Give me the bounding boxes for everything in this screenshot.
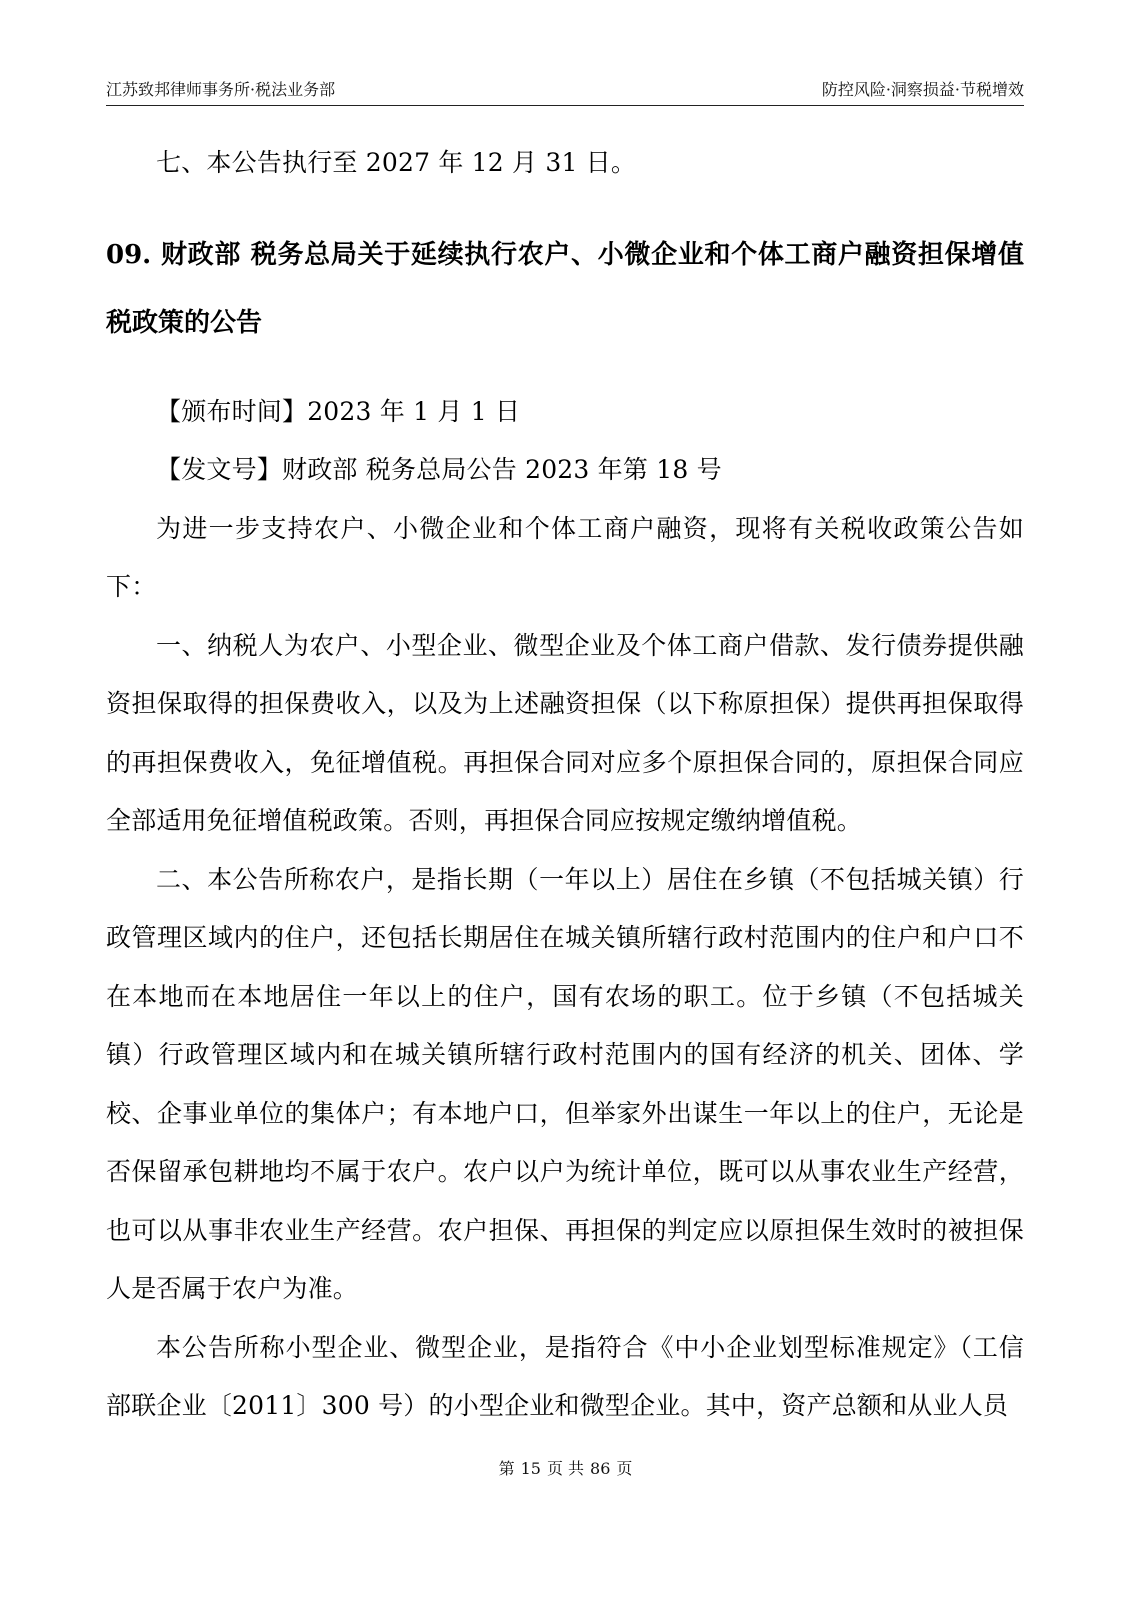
page-footer — [0, 1458, 1131, 1480]
header-divider — [106, 105, 1024, 106]
current-page-number: 15 — [520, 1459, 541, 1478]
section-heading: 09. 财政部 税务总局关于延续执行农户、小微企业和个体工商户融资担保增值税政策的公告 — [106, 239, 1024, 338]
header-slogan: 防控风险·洞察损益·节税增效 — [821, 80, 1024, 99]
header-firm-name: 江苏致邦律师事务所·税法业务部 — [106, 80, 336, 99]
total-pages-number: 86 — [590, 1459, 611, 1478]
paragraph-item-7: 七、本公告执行至 2027 年 12 月 31 日。 — [156, 148, 637, 177]
footer-suffix: 页 — [616, 1459, 633, 1478]
document-number: 【发文号】财政部 税务总局公告 2023 年第 18 号 — [156, 455, 722, 484]
paragraph-intro: 为进一步支持农户、小微企业和个体工商户融资，现将有关税收政策公告如下： — [106, 513, 1024, 601]
paragraph-item-1: 一、纳税人为农户、小型企业、微型企业及个体工商户借款、发行债券提供融资担保取得的担保费收入，以及为上述融资担保（以下称原担保）提供再担保取得的再担保费收入，免征增值税。再担保合同对应多个原担保合同的，原担保合同应全部适用免征增值税政策。否则，再担保合同应按规定缴纳增值税。 — [106, 630, 1024, 835]
paragraph-item-2-continued: 本公告所称小型企业、微型企业，是指符合《中小企业划型标准规定》（工信部联企业〔2011〕300 号）的小型企业和微型企业。其中，资产总额和从业人员 — [106, 1332, 1024, 1420]
paragraph-item-2: 二、本公告所称农户，是指长期（一年以上）居住在乡镇（不包括城关镇）行政管理区域内的住户，还包括长期居住在城关镇所辖行政村范围内的住户和户口不在本地而在本地居住一年以上的住户，国有农场的职工。位于乡镇（不包括城关镇）行政管理区域内和在城关镇所辖行政村范围内的国有经济的机关、团体、学校、企事业单位的集体户；有本地户口，但举家外出谋生一年以上的住户，无论是否保留承包耕地均不属于农户。农户以户为统计单位，既可以从事农业生产经营，也可以从事非农业生产经营。农户担保、再担保的判定应以原担保生效时的被担保人是否属于农户为准。 — [106, 864, 1024, 1303]
document-body — [106, 134, 1024, 1436]
publish-date: 【颁布时间】2023 年 1 月 1 日 — [156, 396, 521, 426]
footer-prefix: 第 — [498, 1459, 515, 1478]
page-header — [106, 76, 1024, 104]
footer-middle: 页 共 — [546, 1459, 585, 1478]
